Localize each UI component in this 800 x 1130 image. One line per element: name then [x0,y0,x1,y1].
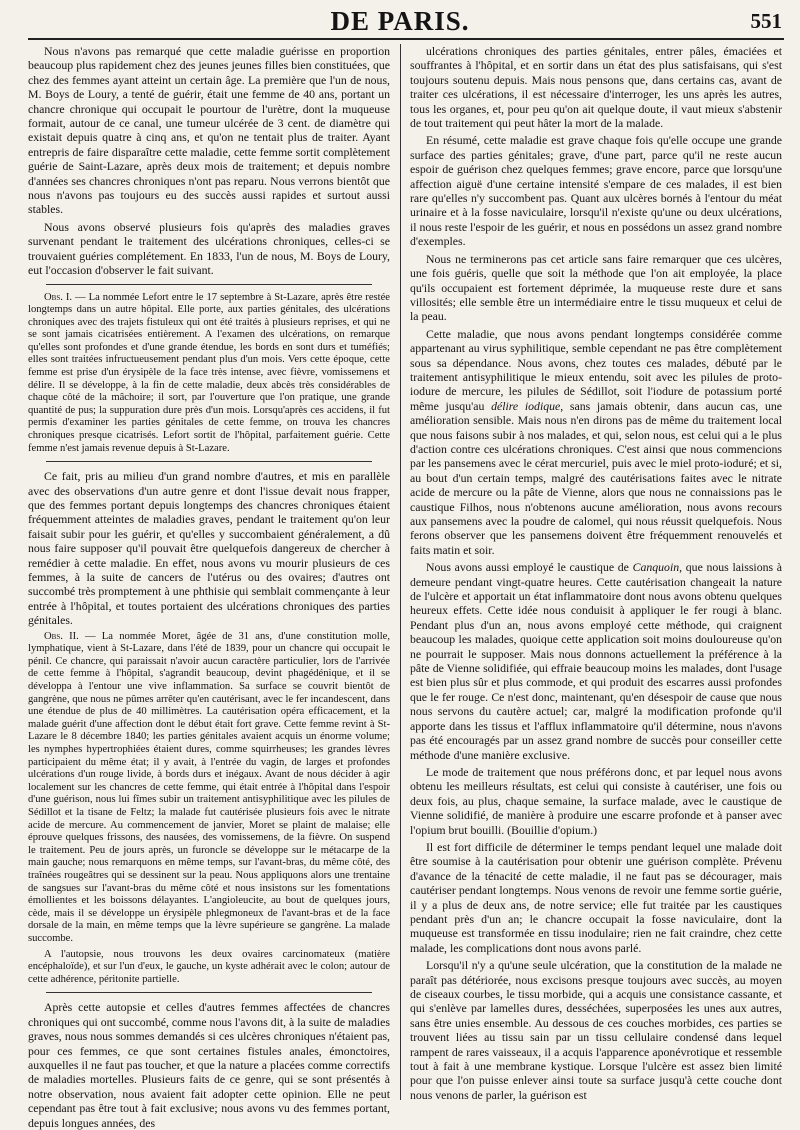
right-paragraph-4 [410,327,782,558]
observation-2 [28,631,390,946]
right-paragraph-6: Le mode de traitement que nous préférons donc, et par lequel nous avons obtenu les meilleurs résultats, est celui qui consiste à cautériser, une fois ou deux fois, au plus, chaque semaine, la surface malade, avec le caustique de Vienne solidifié, de manière à produire une escarre profonde et à panser avec l'opium brut bouilli. (Bouillie d'opium.) [410,764,782,837]
left-paragraph-1: Nous n'avons pas remarqué que cette maladie guérisse en proportion beaucoup plus rapidement chez des jeunes jeunes filles bien constituées, que chez des femmes ayant atteint un certain âge. La première que l'un de nous, M. Boys de Loury, a tenté de guérir, était une femme de 40 ans, portant un chancre chronique qui occupait le pourtour de l'urètre, dont la muqueuse formait, autour de ce canal, une tumeur ulcérée de 3 cent. de diamètre qui existait depuis quatre à cinq ans, et qu'on ne tentait plus de traiter. Ayant entrepris de faire disparaître cette maladie, cette femme sortit complètement guérie de Saint-Lazare, après deux mois de traitement; et depuis nombre d'années ses chancres chroniques n'ont pas reparu. Nous verrons bientôt que nous n'avons pas toujours eu des succès aussi rapides et surtout aussi stables. [28,44,390,217]
page-number: 551 [750,9,782,33]
observation-1-text: — La nommée Lefort entre le 17 septembre à St-Lazare, après être restée longtemps dans un autre hôpital. Elle porte, aux parties génitales, des ulcérations chroniques avec des trajets fistuleux qui ont été traités à plusieurs reprises, et qui ne se sont jamais cicatrisées entièrement. A l'examen des ulcérations, on remarque qu'elles sont profondes et d'une grande étendue, les bords en sont durs et tuméfiés; elles sont traitées infructueusement pendant plus d'un mois. Vers cette époque, cette femme est prise d'un érysipèle de la face très intense, avec fièvre, vomissemens et délire. Il se développe, à la fin de cette maladie, deux abcès très considérables de chaque côté de la mâchoire; il sort, par l'ouverture que l'on pratique, une grande quantité de pus; la suppuration dure près d'un mois. Lorsqu'après ces accidens, il fut permis d'examiner les parties génitales de cette femme, on trouva les chancres chroniques presque cicatrisés. Lefort sortit de l'hôpital, parfaitement guérie. Cette femme n'est jamais revenue depuis à St-Lazare. [28,291,391,454]
right-paragraph-1: ulcérations chroniques des parties génitales, entrer pâles, émaciées et souffrantes à l'hôpital, et en sortir dans un état des plus satisfaisans, qui s'est toujours soutenu depuis. Mais nous pensons que, dans certains cas, avant de traiter ces ulcérations, il est nécessaire d'interroger, les uns après les autres, tous les organes, et, pour peu qu'on ait quelque doute, il vaut mieux s'abstenir de tout traitement qui peut hâter la mort de la malade. [410,44,782,131]
autopsy-paragraph: A l'autopsie, nous trouvons les deux ovaires carcinomateux (matière encéphaloïde), et sur l'un d'eux, le gauche, un kyste adhérait avec le colon; autour de cette adhérence, péritonite partielle. [28,948,390,985]
right-paragraph-4-text: Cette maladie, que nous avons pendant longtemps considérée comme appartenant au virus syphilitique, semble cependant ne pas être complètement sous sa dépendance. Nous avons, chez toutes ces malades, débuté par le traitement antisyphilitique le mieux entendu, soit avec les pilules de proto-iodure de mercure, les pilules de Sédillot, soit l'iodure de potassium porté même jusqu'au [410,326,782,413]
right-column [410,44,782,1100]
emphasis-canquoin: Canquoin [632,560,680,575]
observation-2-label: Obs. II. [44,630,79,642]
page-header [0,0,800,40]
observation-1-label: Obs. I. [44,291,73,303]
emphasis-delire-iodique: délire iodique [491,398,561,413]
section-divider [46,992,372,993]
right-paragraph-4-rest: , sans jamais obtenir, dans aucun cas, une amélioration sensible. Mais nous n'en dirons pas de même du traitement local que nous faisons subir à nos malades, et qui, selon nous, est celui qui a le plus d'action contre ces ulcérations chroniques. C'est ainsi que nous commencions par les pansemens avec le cérat mercuriel, puis avec le miel proto-ioduré; et si, au bout d'un certain temps, malgré des cautérisations faites avec le nitrate acide de mercure ou la pâte de Vienne, alors que nous ne connaissions pas le caustique Filhos, nous n'obtenons aucune amélioration, nous avons recours aux pansemens avec la poudre de calomel, qui nous réussit quelquefois. Nous ferons observer que les pansemens doivent être fréquemment renouvelés et faits matin et soir. [410,398,782,557]
header-rule [28,38,784,40]
left-column [28,44,391,1130]
right-paragraph-3: Nous ne terminerons pas cet article sans faire remarquer que ces ulcères, une fois guéris, quelle que soit la méthode que l'on ait employée, la place qu'ils occupaient est fortement déprimée, la muqueuse reste dure et sans villosités; elle semble être un intermédiaire entre le tissu muqueux et celui de la peau. [410,251,782,324]
right-paragraph-5 [410,560,782,762]
left-paragraph-2: Nous avons observé plusieurs fois qu'après des maladies graves survenant pendant le traitement des ulcérations chroniques, celles-ci se trouvaient guéries complétement. En 1833, l'un de nous, M. Boys de Loury, eut l'occasion d'observer le fait suivant. [28,219,390,278]
left-paragraph-5: Après cette autopsie et celles d'autres femmes affectées de chancres chroniques qui ont succombé, comme nous l'avons dit, à la suite de maladies graves, nous nous sommes demandés si ces ulcères chroniques n'étaient pas, pour ces femmes, ce que sont certaines fistules anales, émonctoires, auxquelles il ne faut pas toucher, et que la nature a placées comme correctifs de maladies mortelles. Plusieurs faits de ce genre, qui se sont présentés à notre observation, nous avaient fait adopter cette opinion. Elle ne peut cependant pas être tout à fait exclusive; nous avons vu des femmes portant, depuis longues années, des [28,1000,390,1130]
section-divider [46,284,372,285]
column-divider [400,44,401,1100]
section-divider [46,461,372,462]
left-paragraph-3: Ce fait, pris au milieu d'un grand nombre d'autres, et mis en parallèle avec des observations d'un autre genre et dont l'issue devait nous frapper, que des femmes portant depuis longtemps des chancres chroniques étaient fréquemment atteintes de maladies graves, pendant le traitement qu'on leur faisait subir pour les guérir, et qu'elles y succombaient généralement, a dû nous faire supposer qu'il pouvait être quelquefois dangereux de chercher à remédier à cette maladie. En effet, nous avons vu mourir plusieurs de ces femmes, à la suite de cancers de l'utérus ou des ovaires; d'autres ont succombé très promptement à une phthisie qui semblait commençante à leur entrée à l'hôpital, et toutes portaient des ulcérations chroniques des parties génitales. [28,469,390,628]
right-paragraph-7: Il est fort difficile de déterminer le temps pendant lequel une malade doit être soumise à la cautérisation pour obtenir une guérison complète. Prévenu d'avance de la ténacité de cette maladie, il ne faut pas se décourager, mais cautériser pendant longtemps. Nous venons de revoir une femme sortie guérie, il y a plus de deux ans, de notre service; elle fut traitée par les caustiques pendant près d'un an; le chancre occupait la fosse naviculaire, dont la muqueuse est transformée en tissu inodulaire; rien ne fait craindre, chez cette malade, les complications dont nous avons parlé. [410,839,782,955]
running-title: DE PARIS. [330,6,470,36]
right-paragraph-5-rest: , que nous laissions à demeure pendant vingt-quatre heures. Cette cautérisation changeait la nature de l'ulcère et apportait un état inflammatoire dont nous avons obtenu quelques heureux effets. Cette idée nous conduisit à appliquer le fer rougi à blanc. Pendant plus d'un an, nous avons employé cette méthode, qui craignent beaucoup les malades, quoique cette application soit moins douloureuse qu'on ne pourrait le supposer. Mais nous donnons actuellement la préférence à la pâte de Vienne solidifiée, qui effraie beaucoup moins les malades, dont l'usage est bien plus sûr et plus commode, et qui produit des escarres aussi profondes que le fer rouge. Ce n'est donc, maintenant, qu'en désespoir de cause que nous nous servons du cautère actuel; car, malgré la modification profonde qu'il apporte dans les tissus et l'afflux inflammatoire qu'il détermine, nous n'avons pas été encouragés par un assez grand nombre de succès pour conseiller cette méthode d'une manière exclusive. [410,560,782,762]
right-paragraph-5-text: Nous avons aussi employé le caustique de [426,560,629,575]
right-paragraph-2: En résumé, cette maladie est grave chaque fois qu'elle occupe une grande surface des parties génitales; grave, d'une part, parce qu'il ne reste aucun espoir de guérison chez quelques femmes; grave encore, parce que lorsqu'une affection aiguë d'une certaine intensité s'empare de ces malades, il est bien rare qu'elles n'y succombent pas. Quant aux ulcères bornés à l'entour du méat urinaire et à la fosse naviculaire, lorsqu'il n'existe qu'une ou deux ulcérations, il nous reste l'espoir de les guérir, et nous en possédons un assez grand nombre d'exemples. [410,133,782,249]
right-paragraph-8: Lorsqu'il n'y a qu'une seule ulcération, que la constitution de la malade ne paraît pas détériorée, nous excisons presque toujours avec succès, au moyen de ciseaux courbes, le tissu morbide, qui a acquis une consistance cassante, et qui s'enlève par lamelles dures, desséchées, superposées les unes aux autres, sans être unies ensemble. Au dessous de ces couches morbides, ces parties se trouvent liées au tissu sain par un tissu cellulaire condensé dans lequel rampent de rares vaisseaux, il a acquis l'apparence aponévrotique et ressemble tout à fait à une membrane kystique. Lorsque l'ulcère est assez bien limité pour que l'on puisse enlever ainsi toute sa surface jusqu'à cette couche dont nous venons de parler, la guérison est [410,958,782,1102]
observation-2-text: — La nommée Moret, âgée de 31 ans, d'une constitution molle, lymphatique, vient à St-Lazare, dans l'été de 1839, pour un chancre qui occupait le pénil. Ce chancre, qui paraissait n'avoir aucun caractère particulier, lors de l'arrivée de cette femme à l'hôpital, s'agrandit beaucoup, devint phagédénique, et il se développa à l'entour une vive inflammation. Sa surface se couvrit bientôt de gangrène, que nous ne pûmes arrêter qu'en cautérisant, avec le fer incandescent, dans une étendue de plus de 40 millimètres. La cautérisation opéra efficacement, et la malade guérit d'une affection dont le début était fort grave. Cette femme revint à St-Lazare le 8 décembre 1840; les parties génitales avaient acquis un énorme volume; les nymphes hypertrophiées étaient dures, comme squirrheuses; les grandes lèvres participaient du même état; il y avait, à l'entrée du vagin, de larges et profondes ulcérations d'un rouge livide, à bords durs et inégaux. Avant de nous décider à agir localement sur les chancres de cette femme, qui était entrée à l'hôpital dans l'espoir d'une guérison, nous lui fîmes subir un traitement antisyphilitique avec les pilules de Sédillot et la tisane de Feltz; la malade fut cautérisée plusieurs fois avec le nitrate acide de mercure. Au commencement de janvier, Moret se plaint de malaise; elle éprouve quelques frissons, des nausées, des vomissemens, de la fièvre. On suspend le traitement. Peu de jours après, un furoncle se développe sur le métacarpe de la main gauche; nous remarquons en même temps, sur l'avant-bras, du même côté, des traînées rougeâtres qui se dessinent sur la peau. Nous appliquons alors une trentaine de sangsues sur l'avant-bras du même côté et nous insistons sur les fomentations émollientes et les boissons délayantes. L'angioleucite, au bout de quelques jours, cède, mais il se développe un érysipèle phlegmoneux de l'avant-bras et de la face dorsale de la main, en même temps que la lèvre supérieure se gangrène. La malade succombe. [28,630,390,944]
observation-1 [28,292,390,456]
